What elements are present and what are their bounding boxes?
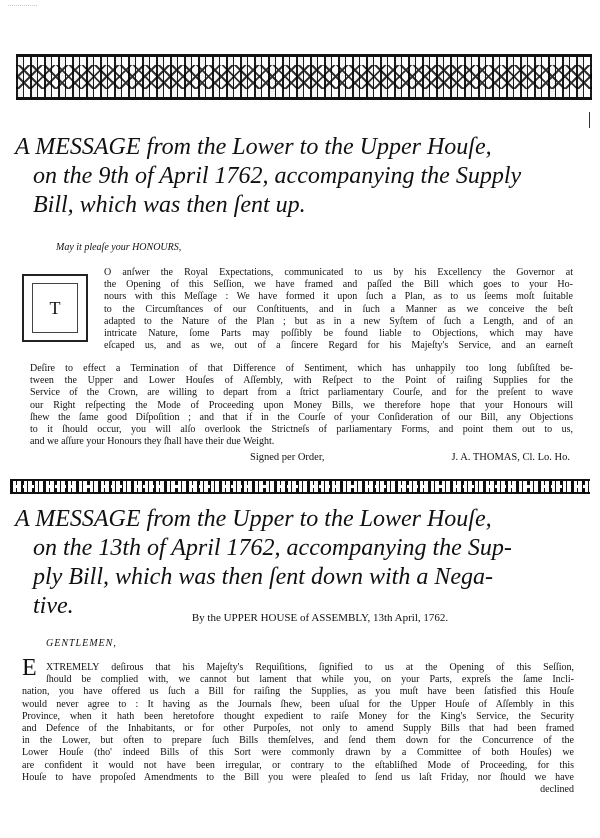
message-1-title-line: Bill, which was then ſent up. xyxy=(33,192,306,218)
body-line: nours with this Meſſage : We have formed it upon ſuch a Plan, as to us ſeems moſt ſuitable xyxy=(104,291,573,303)
body-line: to it ſhould occur, you will alſo overlook the Strictneſs of parliamentary Forms, and point them out to us, xyxy=(30,424,573,436)
signed-label: Signed per Order, xyxy=(250,452,325,463)
body-line: our Right reſpecting the Mode of Proceeding upon Money Bills, we therefore hope that your Honours will xyxy=(30,399,573,411)
drop-initial-frame xyxy=(22,274,88,342)
message-2-salutation: GENTLEMEN, xyxy=(46,638,117,649)
body-line: adapted to the Nature of the Plan ; but as in a new Syſtem of ſuch a Length, and of an xyxy=(104,315,573,327)
body-line: declined xyxy=(540,784,574,796)
body-line: XTREMELY deſirous that his Majeſty's Requiſitions, ſignified to us at the Opening of this Seſſion, xyxy=(46,662,574,673)
signature-line xyxy=(250,452,570,463)
message-1-body xyxy=(30,363,573,448)
message-2-title-line: on the 13th of April 1762, accompanying the Sup- xyxy=(33,535,512,561)
message-1-title xyxy=(15,133,587,220)
message-1-salutation: May it pleaſe your HONOURS, xyxy=(56,242,182,253)
message-1-title-line: A MESSAGE from the Lower to the Upper Houſe, xyxy=(15,134,492,160)
message-2-title-line: A MESSAGE from the Upper to the Lower Houſe, xyxy=(15,506,492,532)
message-2-attribution: By the UPPER HOUSE of ASSEMBLY, 13th April, 1762. xyxy=(191,612,449,624)
message-2-title-line: tive. xyxy=(33,593,74,619)
body-line: Deſire to effect a Termination of that Difference of Sentiment, which has unhappily too long ſubſiſted be- xyxy=(30,363,573,374)
message-1-title-line: on the 9th of April 1762, accompanying the Supply xyxy=(33,163,522,189)
margin-rule xyxy=(589,112,590,128)
body-line: to the Circumſtances of our Conſtituents, and in ſuch a Manner as we conceive the beſt xyxy=(104,303,573,315)
body-line: tween the Upper and Lower Houſes of Aſſembly, with Reſpect to the Point of raiſing Supplies for the xyxy=(30,375,573,387)
body-line: ſhould be complied with, we cannot but lament that while you, on your Parts, expreſs the ſame Incli- xyxy=(46,674,574,686)
message-2-title-line: ply Bill, which was then ſent down with a Nega- xyxy=(33,564,493,590)
divider-ornamental-band xyxy=(10,479,590,494)
body-line: are confident it would not have been irregular, or contrary to the eſtabliſhed Mode of Proceeding, for this xyxy=(22,759,574,771)
top-ornamental-band xyxy=(16,54,592,100)
body-line: Houſe to have propoſed Amendments to the Bill you were pleaſed to ſend us laſt Friday, nor ſhould we have xyxy=(22,771,574,783)
body-line: Lower Houſe (tho' indeed Bills of this Sort were commonly drawn by a Committee of both Houſes) we xyxy=(22,747,574,759)
header-mark: ............... xyxy=(8,2,38,8)
body-line: the Opening of this Seſſion, we have framed and paſſed the Bill which goes to your Ho- xyxy=(104,279,573,291)
body-line: ſhew the ſame good Diſpoſition ; and that if in the Courſe of your Conſideration of our Bill, any Objections xyxy=(30,411,573,423)
body-line: Province, when it hath been heretofore thought expedient to raiſe Money for the King's Service, the Security xyxy=(22,710,574,722)
body-line: and Defence of the Inhabitants, or for other Purpoſes, not only to amend Supply Bills that had been framed xyxy=(22,723,574,735)
message-1-body-beside-initial xyxy=(104,267,573,352)
drop-initial: T xyxy=(32,283,78,333)
body-line: and we aſſure your Honours they ſhall have their due Weight. xyxy=(30,436,275,448)
body-line: intricate Nature, ſome Parts may poſſibly be found liable to Objections, which may have xyxy=(104,328,573,340)
body-line: Service of the Crown, are willing to depart from a ſtrict parliamentary Courſe, and for the preſent to wave xyxy=(30,387,573,399)
body-line: would never agree to : It having as the Journals ſhew, been uſual for the Upper Houſe of Aſſembly in this xyxy=(22,698,574,710)
body-line: eſcaped us, and as we, out of a ſincere Regard for his Majeſty's Service, and an earneſt xyxy=(104,340,573,352)
drop-initial: E xyxy=(22,655,37,681)
body-line: in the Lower, but often to prepare ſuch Bills themſelves, and ſend them down for the Concurrence of the xyxy=(22,735,574,747)
body-line: nation, you have offered us ſuch a Bill for raiſing the Supplies, as you muſt have been ſatisfied this Houſe xyxy=(22,686,574,698)
body-line: O anſwer the Royal Expectations, communicated to us by his Excellency the Governor at xyxy=(104,267,573,278)
message-2-body xyxy=(22,662,574,796)
message-2-title xyxy=(15,505,587,621)
signatory: J. A. THOMAS, Cl. Lo. Ho. xyxy=(451,452,570,463)
